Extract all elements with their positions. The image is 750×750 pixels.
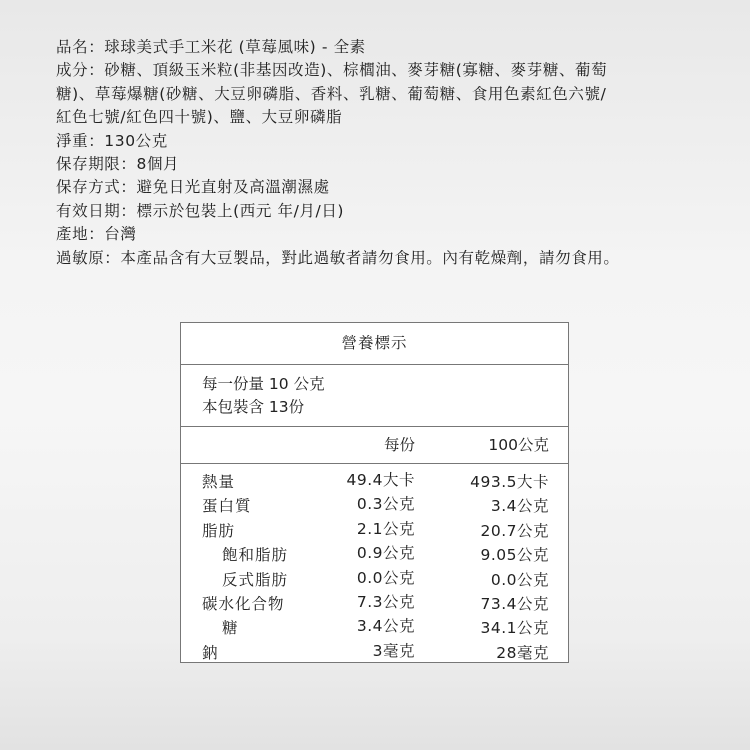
nutrient-name: 蛋白質: [202, 497, 252, 516]
nutrient-name: 鈉: [202, 643, 219, 662]
nutrient-name: 反式脂肪: [222, 570, 289, 589]
nutrient-row-carbohydrate: [181, 592, 568, 616]
per-100g-value: 3.4公克: [490, 497, 549, 516]
per-serving-value: 49.4大卡: [346, 471, 415, 489]
column-header-row: [181, 427, 568, 464]
servings-per-pack: 本包裝含 13份: [202, 398, 305, 416]
per-serving-value: 0.0公克: [356, 568, 415, 587]
nutrient-name: 碳水化合物: [202, 594, 285, 613]
serving-info: [181, 365, 568, 427]
storage-method: 保存方式：避免日光直射及高溫潮濕處: [56, 178, 330, 197]
nutrient-name: 糖: [222, 619, 239, 638]
per-100g-value: 28毫克: [496, 643, 549, 662]
product-info: [56, 36, 716, 270]
nutrient-row-energy: [181, 470, 568, 494]
nutrient-name: 飽和脂肪: [222, 546, 289, 565]
per-serving-value: 3.4公克: [356, 617, 415, 636]
nutrition-facts-table: [180, 322, 569, 663]
per-100g-value: 20.7公克: [480, 521, 549, 540]
per-100g-value: 73.4公克: [480, 594, 549, 613]
per-serving-value: 0.9公克: [356, 544, 415, 563]
origin: 產地：台灣: [56, 225, 137, 244]
nutrient-row-sugar: [181, 616, 568, 640]
ingredients-line-3: 紅色七號/紅色四十號)、鹽、大豆卵磷脂: [56, 108, 343, 127]
column-header-per-serving: 每份: [383, 436, 415, 454]
allergen-notice: 過敏原：本產品含有大豆製品，對此過敏者請勿食用。內有乾燥劑，請勿食用。: [56, 248, 620, 267]
nutrient-row-fat: [181, 519, 568, 543]
nutrient-row-trans-fat: [181, 568, 568, 592]
nutrient-row-saturated-fat: [181, 543, 568, 567]
product-name: 品名：球球美式手工米花 (草莓風味) - 全素: [56, 38, 366, 56]
nutrient-rows: [181, 464, 568, 665]
expiry-date: 有效日期：標示於包裝上(西元 年/月/日): [56, 201, 345, 220]
column-header-per-100g: 100公克: [488, 436, 549, 454]
per-serving-value: 0.3公克: [356, 495, 415, 514]
per-100g-value: 0.0公克: [490, 570, 549, 589]
nutrient-row-sodium: [181, 641, 568, 665]
serving-size: 每一份量 10 公克: [202, 375, 325, 393]
nutrient-name: 熱量: [202, 473, 236, 491]
nutrient-name: 脂肪: [202, 521, 236, 540]
per-serving-value: 2.1公克: [356, 519, 415, 538]
net-weight: 淨重：130公克: [56, 131, 168, 150]
shelf-life: 保存期限：8個月: [56, 155, 180, 174]
ingredients-line-2: 糖)、草莓爆糖(砂糖、大豆卵磷脂、香料、乳糖、葡萄糖、食用色素紅色六號/: [56, 84, 607, 103]
ingredients-line-1: 成分：砂糖、頂級玉米粒(非基因改造)、棕櫚油、麥芽糖(寡糖、麥芽糖、葡萄: [56, 61, 608, 80]
per-100g-value: 493.5大卡: [470, 473, 549, 491]
per-100g-value: 34.1公克: [480, 619, 549, 638]
per-100g-value: 9.05公克: [480, 546, 549, 565]
nutrition-title: 營養標示: [181, 323, 568, 365]
nutrient-row-protein: [181, 494, 568, 518]
per-serving-value: 7.3公克: [356, 592, 415, 611]
per-serving-value: 3毫克: [372, 641, 415, 660]
